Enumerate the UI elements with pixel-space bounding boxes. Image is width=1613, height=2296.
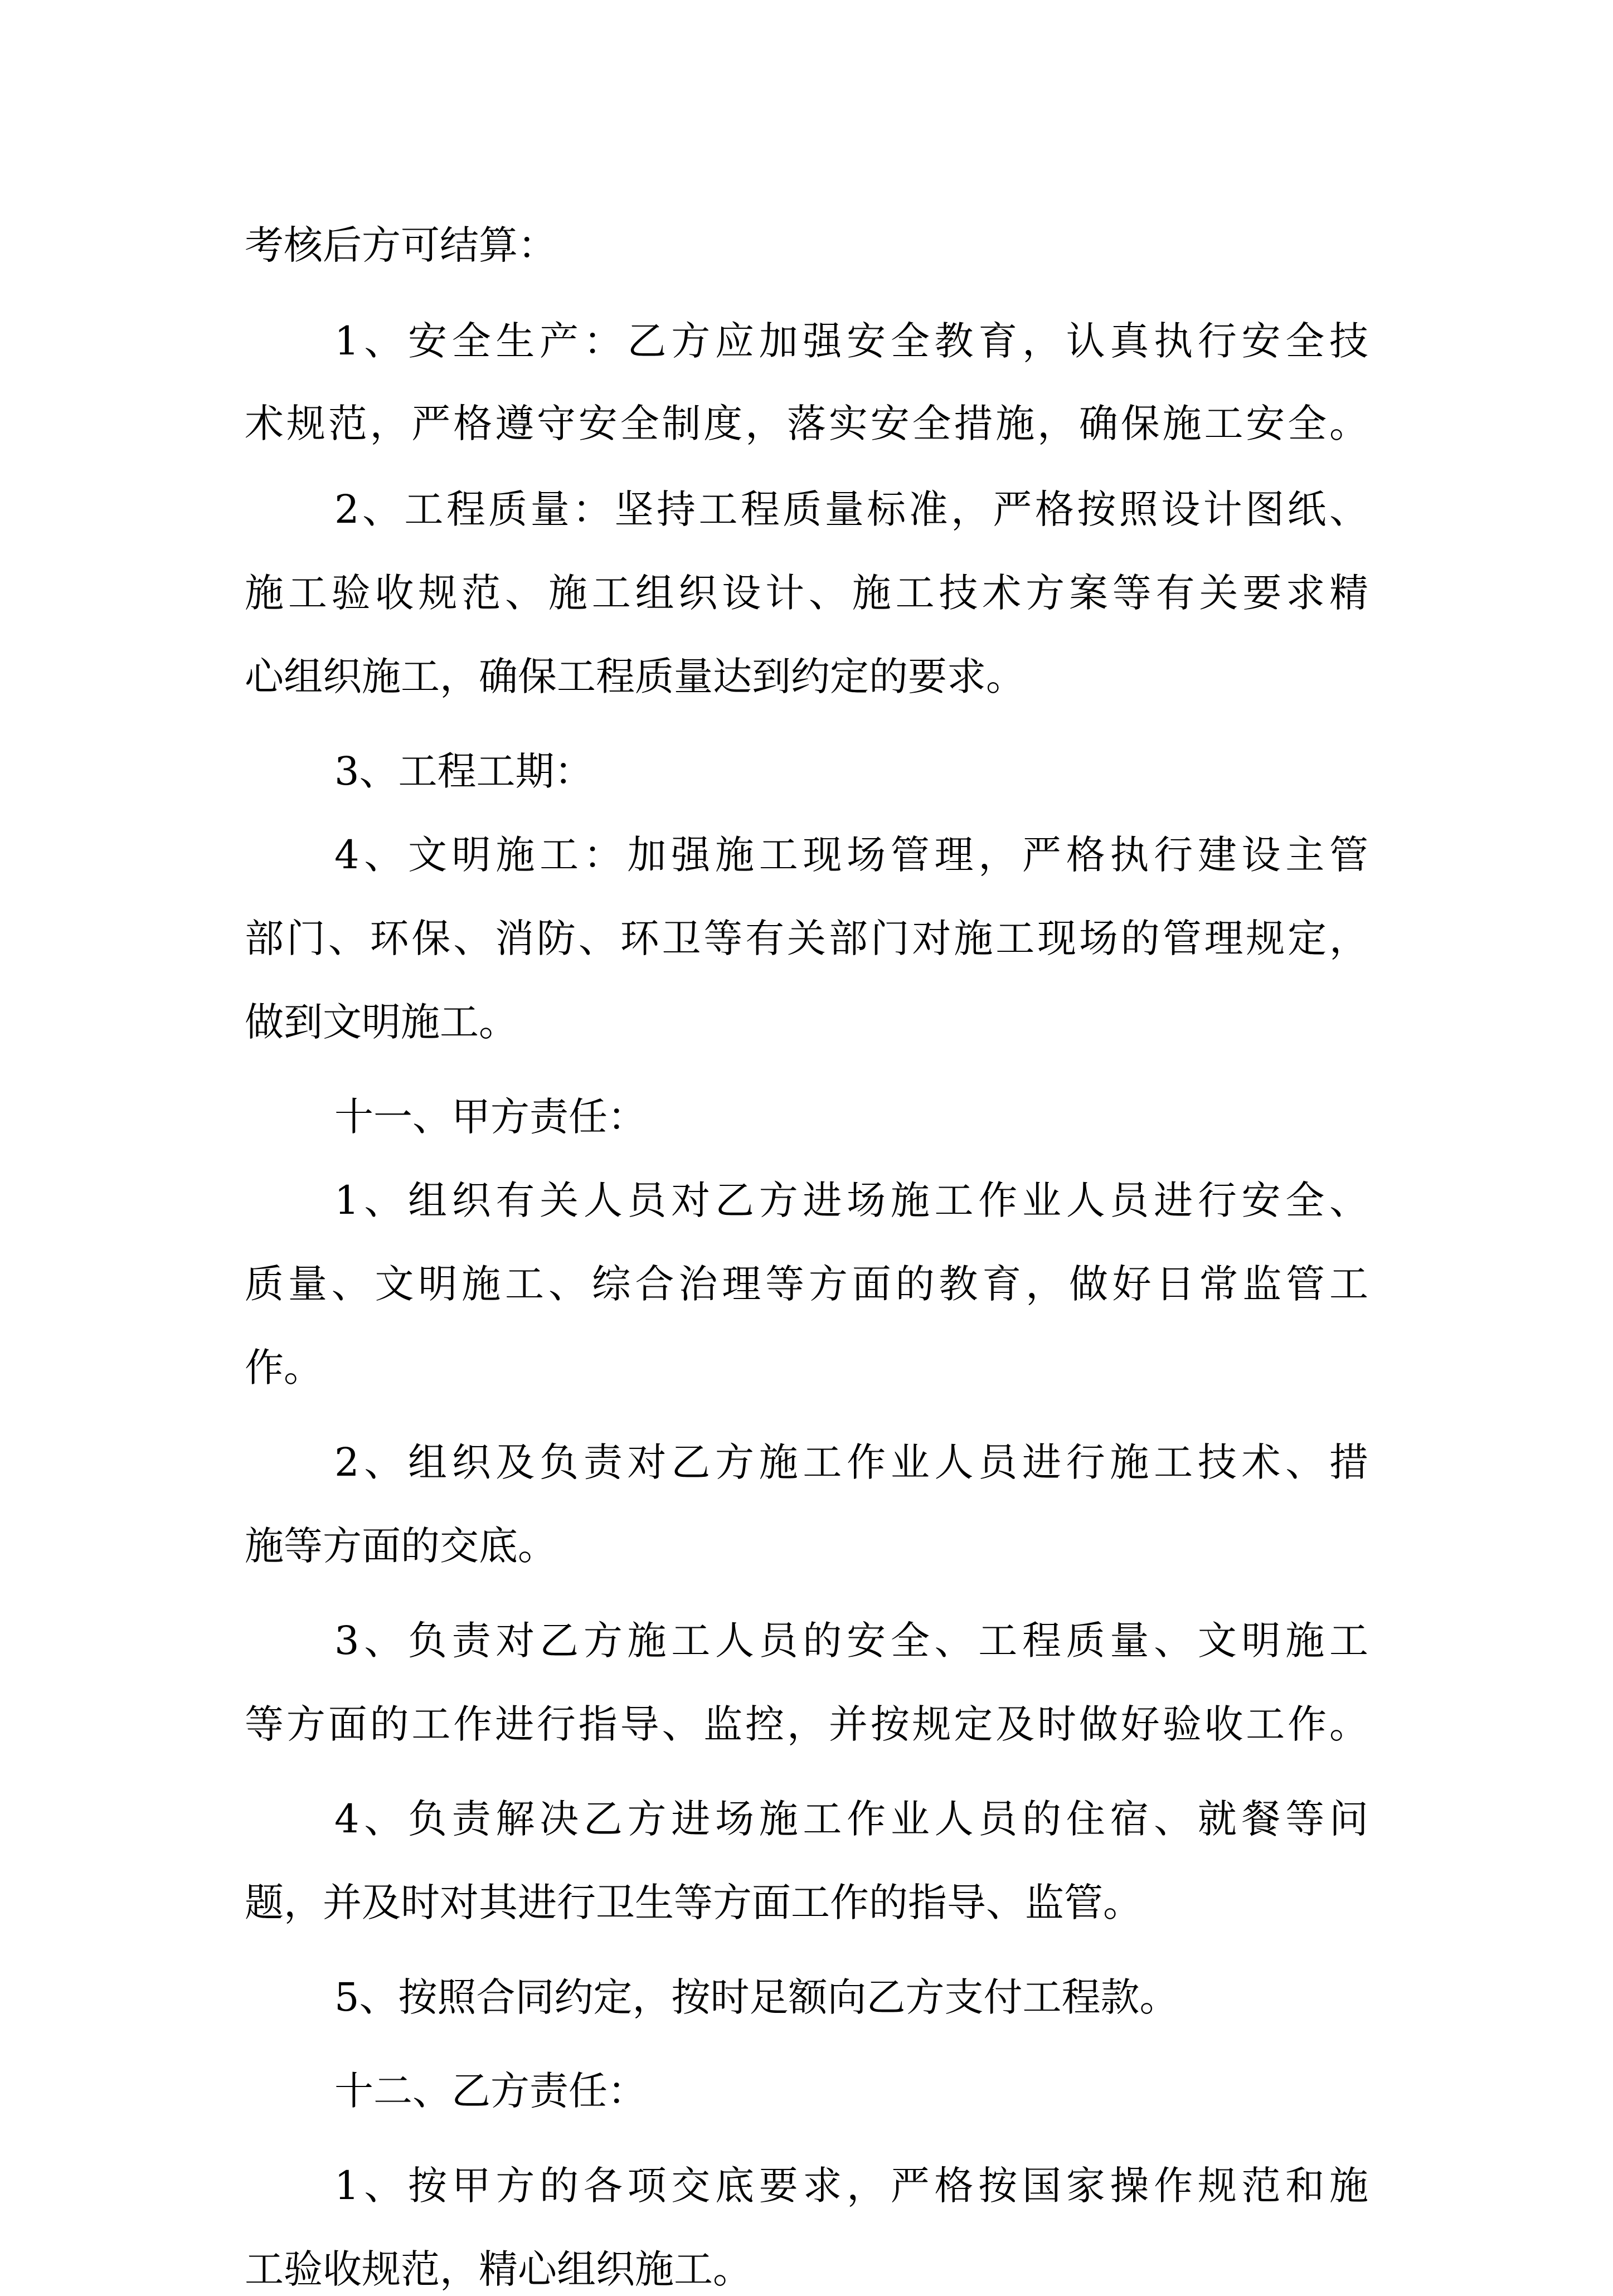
text-line: 1、安全生产：乙方应加强安全教育，认真执行安全技 [334, 318, 1368, 364]
text-line: 4、文明施工：加强施工现场管理，严格执行建设主管 [334, 832, 1368, 878]
text-line: 1、按甲方的各项交底要求，严格按国家操作规范和施 [334, 2163, 1368, 2209]
text-line: 5、按照合同约定，按时足额向乙方支付工程款。 [334, 1974, 1179, 2020]
text-line: 3、负责对乙方施工人员的安全、工程质量、文明施工 [334, 1618, 1368, 1663]
text-line: 2、工程质量：坚持工程质量标准，严格按照设计图纸、 [334, 487, 1368, 532]
text-line: 等方面的工作进行指导、监控，并按规定及时做好验收工作。 [245, 1701, 1368, 1747]
text-line: 工验收规范，精心组织施工。 [245, 2246, 752, 2292]
text-line: 做到文明施工。 [245, 999, 518, 1045]
text-line: 术规范，严格遵守安全制度，落实安全措施，确保施工安全。 [245, 401, 1368, 446]
text-line: 施等方面的交底。 [245, 1523, 557, 1569]
text-line: 心组织施工，确保工程质量达到约定的要求。 [245, 654, 1025, 699]
text-line: 十二、乙方责任： [334, 2068, 647, 2114]
text-line: 题，并及时对其进行卫生等方面工作的指导、监管。 [245, 1880, 1142, 1925]
text-line: 2、组织及负责对乙方施工作业人员进行施工技术、措 [334, 1439, 1368, 1485]
text-line: 1、组织有关人员对乙方进场施工作业人员进行安全、 [334, 1178, 1368, 1223]
text-line: 十一、甲方责任： [334, 1094, 647, 1140]
text-line: 考核后方可结算： [245, 222, 557, 268]
text-line: 部门、环保、消防、环卫等有关部门对施工现场的管理规定， [245, 916, 1368, 961]
text-line: 3、工程工期： [334, 748, 594, 794]
text-line: 4、负责解决乙方进场施工作业人员的住宿、就餐等问 [334, 1796, 1368, 1842]
text-line: 施工验收规范、施工组织设计、施工技术方案等有关要求精 [245, 570, 1368, 616]
text-line: 作。 [245, 1345, 323, 1390]
text-line: 质量、文明施工、综合治理等方面的教育，做好日常监管工 [245, 1261, 1368, 1307]
